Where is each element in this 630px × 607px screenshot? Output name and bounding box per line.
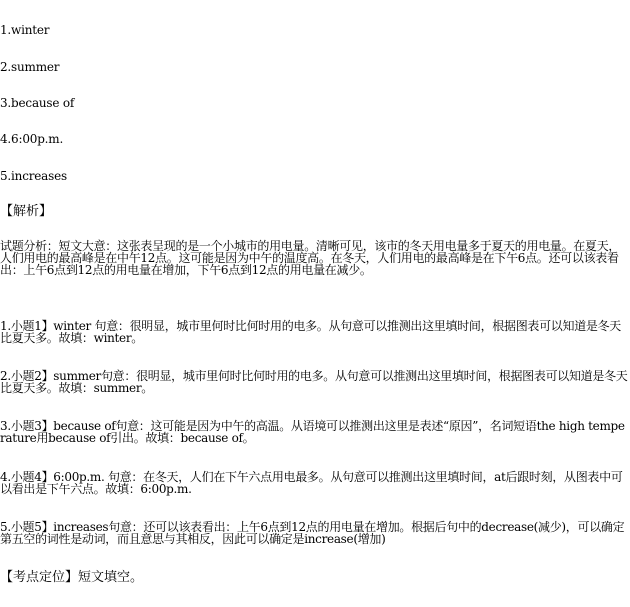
analysis-paragraph: 试题分析：短文大意：这张表呈现的是一个小城市的用电量。清晰可见，该市的冬天用电量多于夏天的用电量。在夏天，人们用电的最高峰是在中午12点。这可能是因为中午的温度高。在冬天，人们用电的最高峰是在下午6点。还可以该表看出：上午6点到12点的用电量在增加，下午6点到12点的用电量在减少。 bbox=[0, 239, 621, 277]
answer-line-3: 3.because of bbox=[0, 96, 75, 110]
answer-line-1: 1.winter bbox=[0, 23, 50, 37]
answer-line-4: 4.6:00p.m. bbox=[0, 132, 64, 146]
explanation-5: 5.小题5】increases句意：还可以该表看出：上午6点到12点的用电量在增加。根据后句中的decrease(减少)，可以确定第五空的词性是动词，而且意思与其相反，因此可以确定是increase(增加) bbox=[0, 520, 625, 546]
explanation-1: 1.小题1】winter 句意：很明显，城市里何时比何时用的电多。从句意可以推测出这里填时间，根据图表可以知道是冬天比夏天多。故填：winter。 bbox=[0, 319, 622, 345]
explanation-3: 3.小题3】because of句意：这可能是因为中午的高温。从语境可以推测出这里是表述“原因”，名词短语the high temperature用because of引出。故填：because of。 bbox=[0, 419, 625, 445]
analysis-heading: 【解析】 bbox=[0, 204, 53, 219]
kaodian-line: 【考点定位】短文填空。 bbox=[0, 570, 144, 585]
explanation-2: 2.小题2】summer句意：很明显，城市里何时比何时用的电多。从句意可以推测出这里填时间，根据图表可以知道是冬天比夏天多。故填：summer。 bbox=[0, 369, 628, 395]
explanation-4: 4.小题4】6:00p.m. 句意：在冬天，人们在下午六点用电最多。从句意可以推测出这里填时间，at后跟时刻，从图表中可以看出是下午六点。故填：6:00p.m. bbox=[0, 470, 623, 496]
answer-line-5: 5.increases bbox=[0, 169, 67, 183]
answer-line-2: 2.summer bbox=[0, 60, 60, 74]
